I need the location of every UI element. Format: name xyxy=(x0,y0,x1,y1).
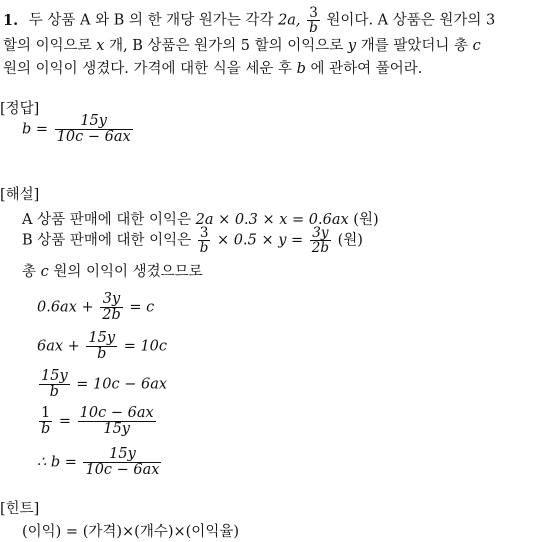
equation-step-2: 6ax + $\frac{15y}{b}$ = 10c xyxy=(37,330,168,362)
problem-line-2: 할의 이익으로 x 개, B 상품은 원가의 5 할의 이익으로 y 개를 팔았더니 총 c xyxy=(3,38,481,54)
explanation-label: [해설] xyxy=(0,187,40,203)
problem-line-1: 1. 두 상품 A 와 B 의 한 개당 원가는 각각 2a, $\frac{3}{b}$ 원이다. A 상품은 원가의 3 xyxy=(3,5,496,36)
problem-line-3: 원의 이익이 생겼다. 가격에 대한 식을 세운 후 b 에 관하여 풀어라. xyxy=(3,61,423,77)
answer-label: [정답] xyxy=(0,101,40,117)
answer-equation: b = $\frac{15y}{10c - 6ax}$ xyxy=(22,113,131,145)
hint-label: [힌트] xyxy=(0,501,40,517)
equation-step-3: $\frac{15y}{b}$ = 10c − 6ax xyxy=(41,368,168,400)
problem-number: 1. xyxy=(3,11,19,29)
equation-step-4: $\frac{1}{b}$ = $\frac{10c - 6ax}{15y}$ xyxy=(41,405,154,437)
explanation-line-1: A 상품 판매에 대한 이익은 2a × 0.3 × x = 0.6ax (원) xyxy=(22,212,379,228)
equation-step-1: 0.6ax + $\frac{3y}{2b}$ = c xyxy=(37,291,155,323)
equation-step-5: ∴ b = $\frac{15y}{10c - 6ax}$ xyxy=(37,446,160,478)
hint-text: (이익) = (가격)×(개수)×(이익율) xyxy=(22,524,239,540)
explanation-line-3: 총 c 원의 이익이 생겼으므로 xyxy=(22,264,203,280)
problem-statement xyxy=(3,6,529,81)
explanation-line-2: B 상품 판매에 대한 이익은 $\frac{3}{b}$ × 0.5 × y = $\frac{3y}{2b}$ (원) xyxy=(22,225,363,256)
fraction-3-over-b: $\frac{3}{b}$ xyxy=(309,5,318,36)
